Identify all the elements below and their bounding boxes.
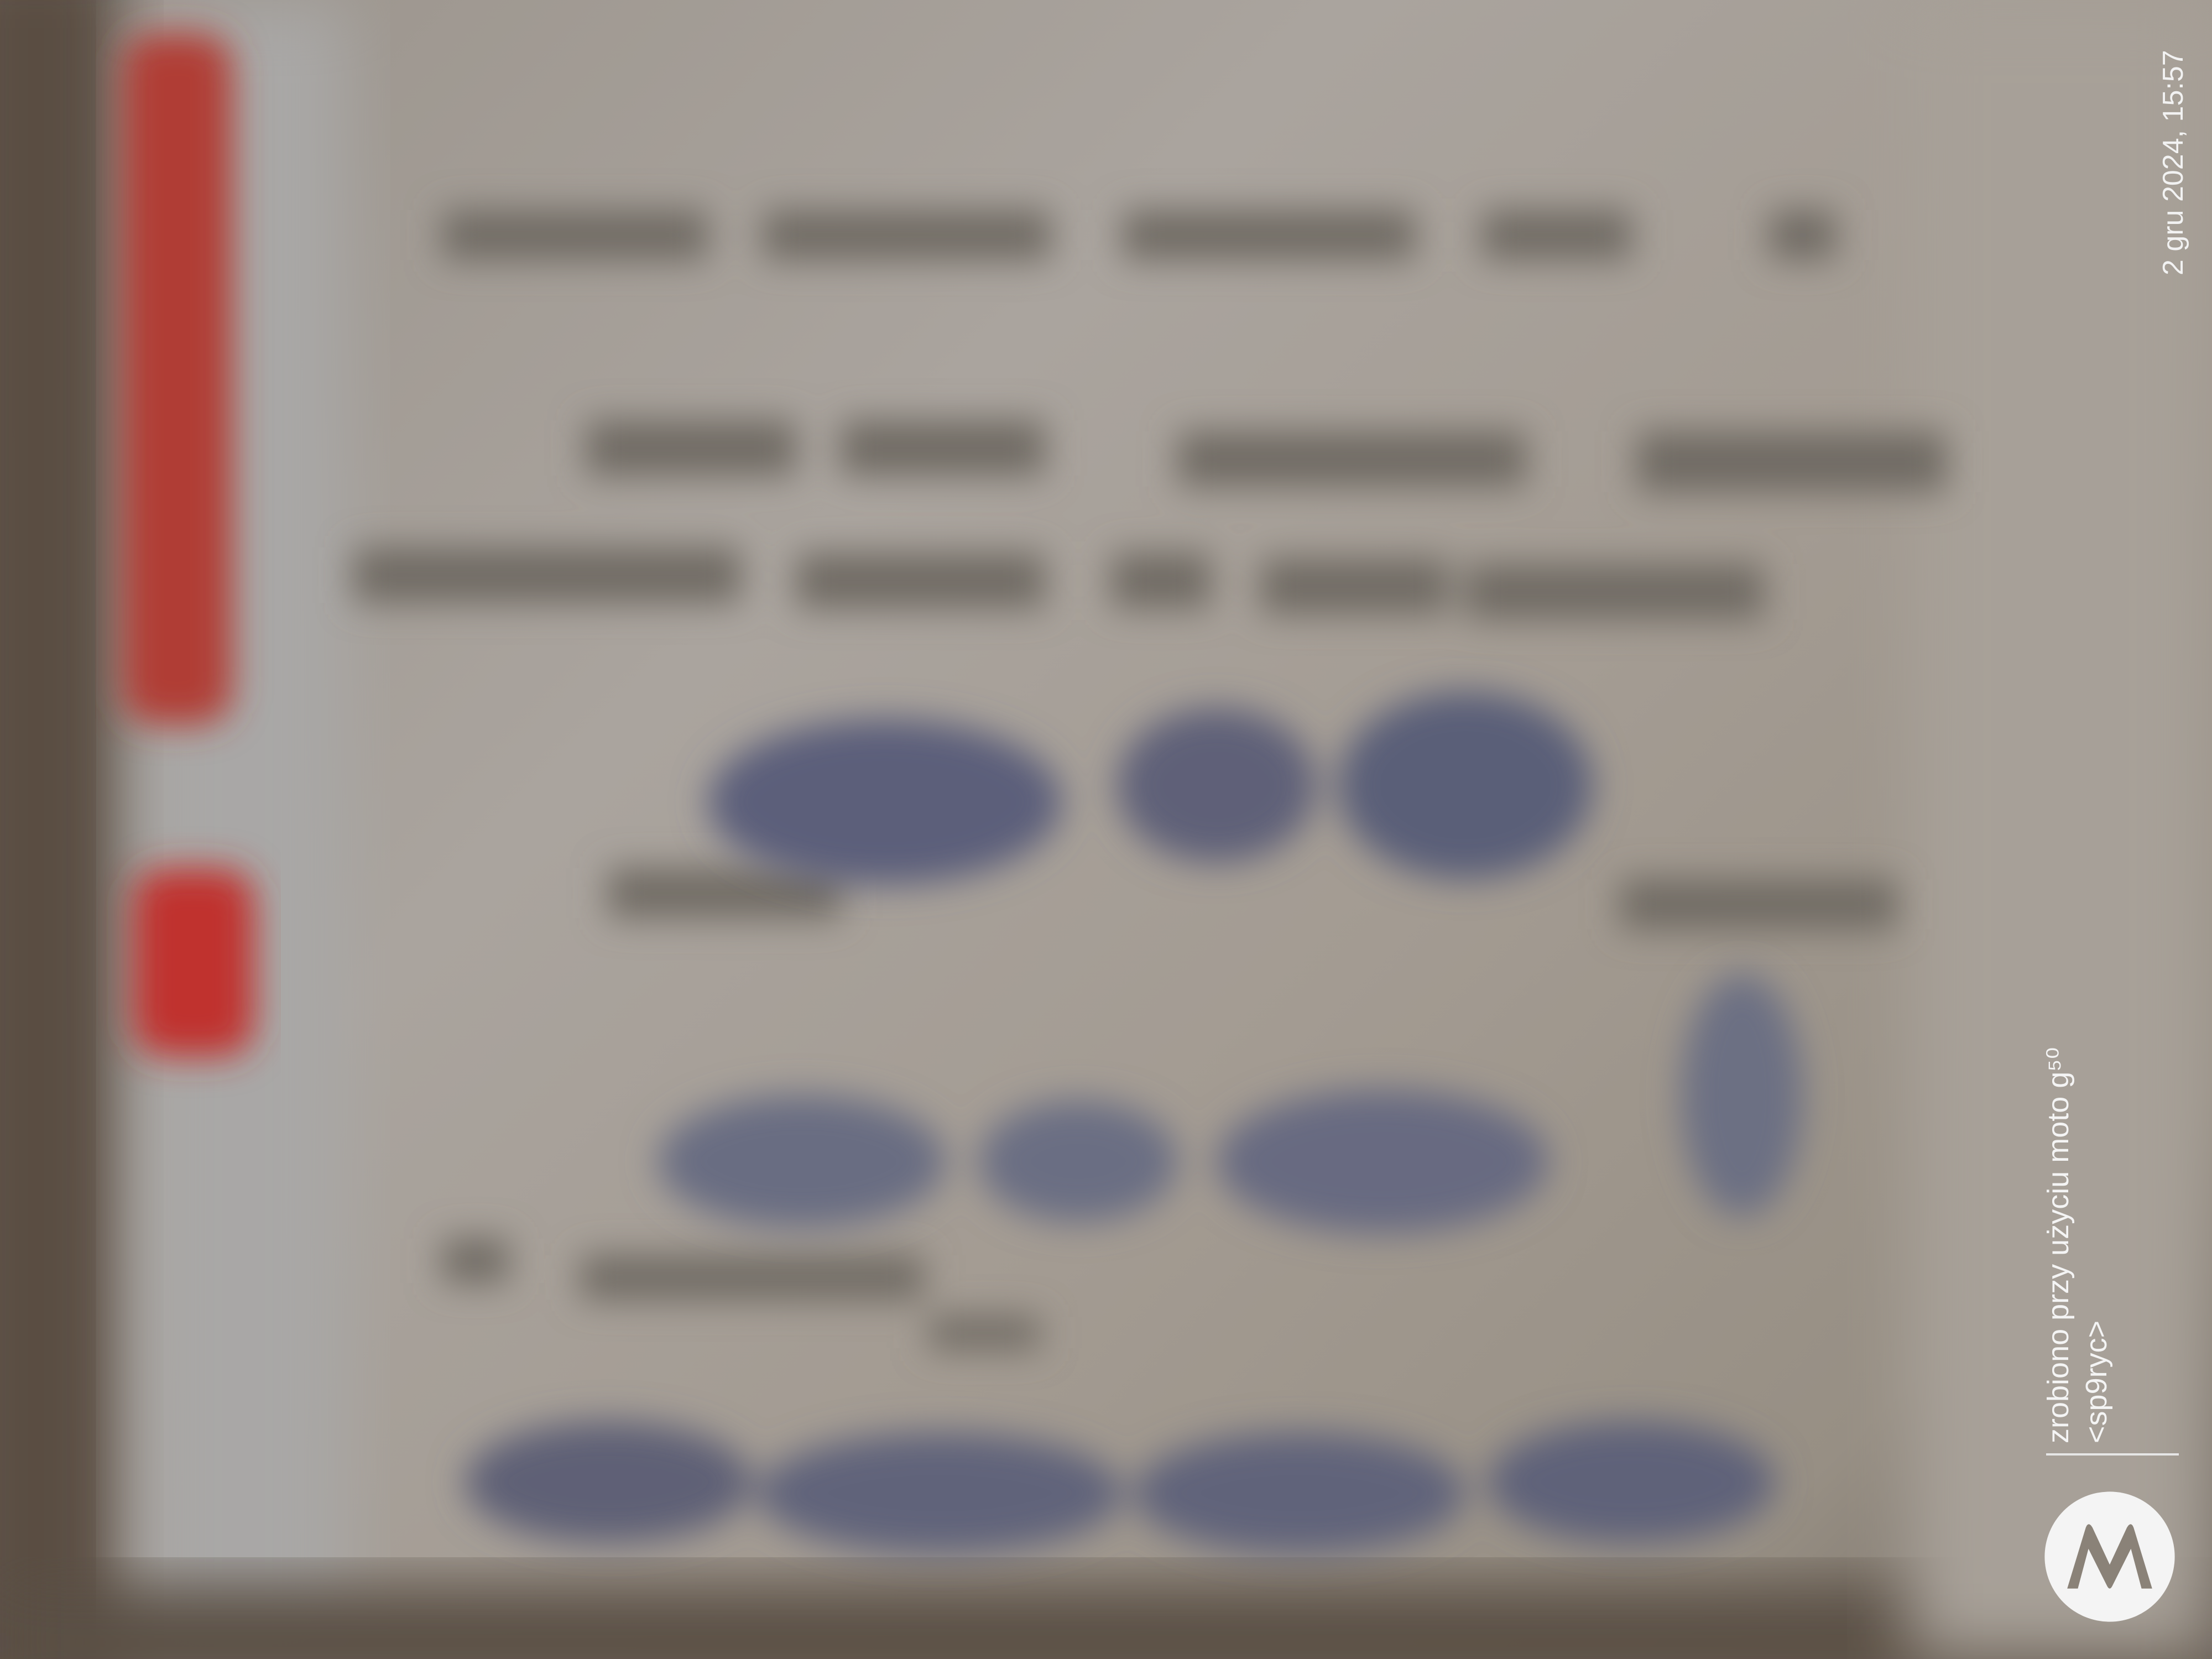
print-line-3e	[1465, 564, 1764, 619]
print-line-3b	[796, 553, 1045, 608]
print-line-3d	[1261, 559, 1449, 614]
bottom-shadow	[0, 1582, 2212, 1659]
print-line-2b	[841, 420, 1045, 476]
ink-blob-6	[1217, 1089, 1548, 1233]
logo-circle	[2044, 1491, 2174, 1621]
left-dark-edge	[0, 0, 127, 1659]
ink-blob-7	[1681, 973, 1803, 1217]
print-line-3a	[354, 547, 741, 603]
handwriting	[465, 691, 1803, 1554]
print-line-1a	[442, 210, 708, 260]
ink-blob-3	[1338, 691, 1593, 879]
print-line-5a	[442, 1239, 509, 1283]
print-line-1c	[1123, 210, 1416, 260]
print-line-5c	[929, 1316, 1040, 1349]
watermark-date: 2 gru 2024, 15:57	[2157, 50, 2189, 275]
watermark-user-line: <sp9ryc>	[2080, 1320, 2113, 1443]
red-mark-bottom	[133, 868, 254, 1056]
watermark-device-line: zrobiono przy użyciu moto g⁵⁰	[2042, 1047, 2075, 1443]
print-line-1d	[1482, 210, 1631, 260]
ink-blob-9	[758, 1432, 1123, 1554]
print-line-1b	[763, 210, 1051, 260]
red-mark-top	[122, 33, 232, 724]
ink-blob-10	[1134, 1432, 1465, 1554]
print-line-1e	[1770, 210, 1836, 260]
ink-blob-2	[1117, 708, 1316, 863]
print-line-2a	[586, 420, 796, 476]
print-line-2c	[1178, 431, 1526, 487]
ink-blob-11	[1488, 1421, 1775, 1543]
ink-blob-8	[465, 1421, 752, 1543]
print-line-4b	[1620, 879, 1897, 929]
print-line-5b	[581, 1255, 924, 1300]
print-line-3c	[1112, 553, 1211, 608]
ink-blob-1	[708, 719, 1062, 885]
ink-blob-4	[658, 1095, 946, 1228]
ink-blob-5	[979, 1100, 1178, 1222]
print-line-2d	[1637, 431, 1947, 492]
motorola-batwing-icon	[2043, 1490, 2176, 1623]
